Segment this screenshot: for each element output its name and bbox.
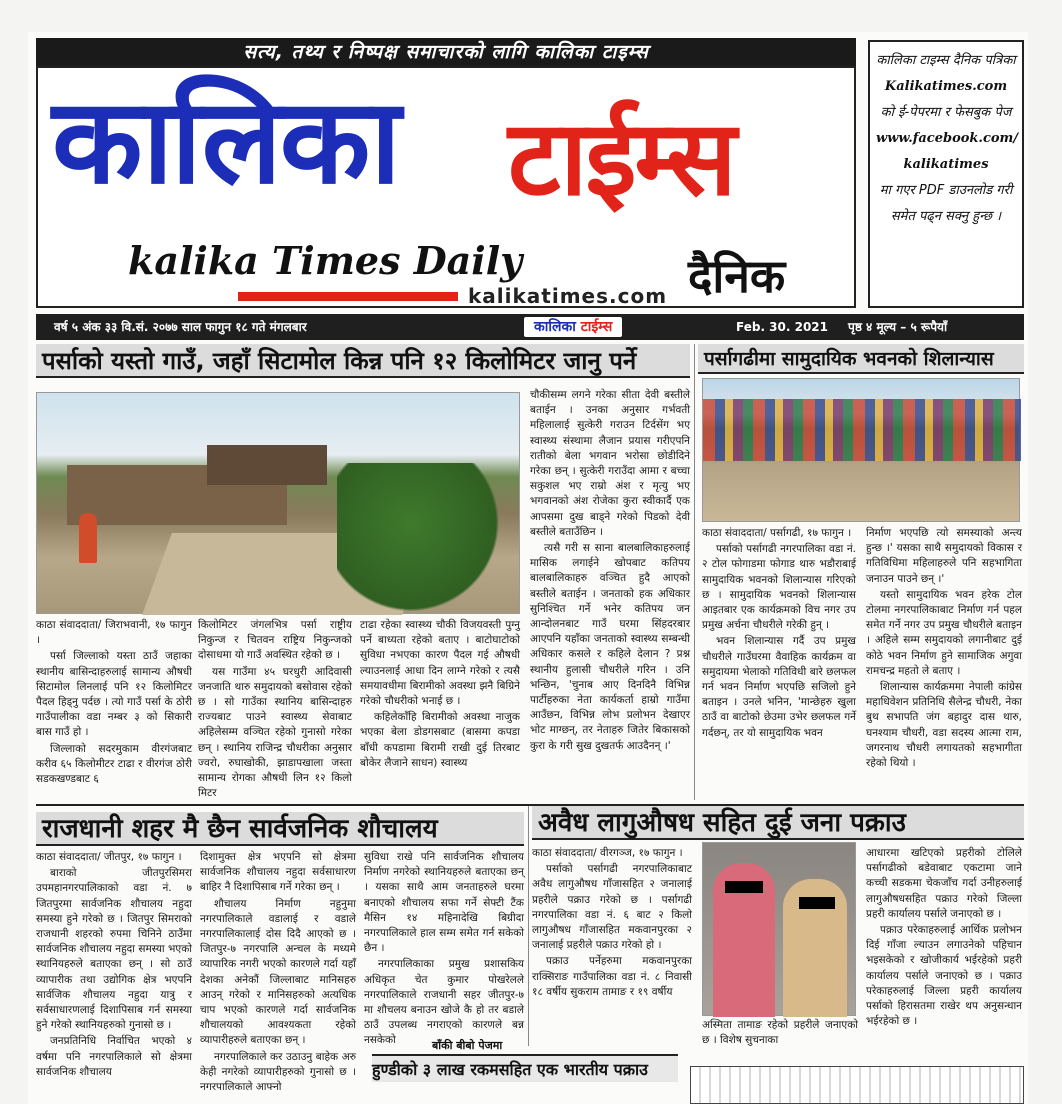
- story2-para: यस्तो सामुदायिक भवन हरेक टोल टोलमा नगरपालिकाबाट निर्माण गर्न पहल समेत गर्ने नगर उप प्रमुख चौधरीले बताइन । अहिले सम्म समुदायको लगानीबाट दुई कोठे भवन निर्माण हुने सामाजिक अगुवा रामचन्द्र महतो ले बताए ।: [866, 588, 1022, 677]
- story4-column2: [866, 846, 1022, 1050]
- masthead-tagline: सत्य, तथ्य र निष्पक्ष समाचारको लागि कालिका टाइम्स: [36, 38, 856, 66]
- brand-red-rule: [238, 292, 458, 301]
- story1-para: टाढा रहेका स्वास्थ्य चौकी विजयवस्ती पुग्नु पर्ने बाध्यता रहेको बताए । बाटोघाटोको सुविधा नभएका कारण पैदल गई औषधी ल्याउनलाई आधा दिन लाग्ने गरेको र त्यसै समयावधीमा बिरामीको अवस्था झनै बिग्रिने गरेको चौधरीको भनाई छ ।: [360, 619, 520, 708]
- brand-name-right: टाईम्स: [508, 97, 735, 219]
- story2-column1: [702, 526, 856, 800]
- story4-photo: [702, 842, 856, 1016]
- story4-column1: [532, 846, 692, 1046]
- photo-person: [79, 513, 97, 563]
- story4-para: पक्राउ परेकाहरुलाई आर्थिक प्रलोभन दिई गाँजा ल्याउन लगाउनेको पहिचान भइसकेको र खोजीकार्य भईरहेको प्रहरी कार्यालय पर्साले जनाएको छ । पक्राउ परेकाहरुलाई जिल्ला प्रहरी कार्यालय पर्साको हिरासतमा राखेर थप अनुसन्धान भईरहेको छ ।: [866, 924, 1022, 1028]
- story4-para: पर्साको पर्सागढी नगरपालिकाबाट अवैध लागुऔषध गाँजासहित २ जनालाई प्रहरीले पक्राउ गरेको छ । पर्सागढी नगरपालिका वडा नं. ६ बाट २ किलो लागुऔषध गाँजासहित मकवानपुरका २ जनालाई प्रहरीले पक्राउ गरेको हो ।: [532, 863, 692, 952]
- epaper-info-line1: कालिका टाइम्स दैनिक पत्रिका: [876, 53, 1016, 68]
- story3-column2: [200, 850, 356, 1104]
- column-divider: [528, 806, 529, 1046]
- story2-para: शिलान्यास कार्यक्रममा नेपाली कांग्रेस महाधिवेशन प्रतिनिधि सैलेन्द्र चौधरी, नेका बुथ सभापति जंग बहादुर दास थारु, घनश्याम चौधरी, वडा सदस्य आत्मा राम, जगरनाथ चौधरी लगायतको सहभागीता रहेको थियो ।: [866, 681, 1022, 770]
- photo-trees: [337, 463, 521, 613]
- story2-dateline: काठा संवाददाता/ पर्सागढी, १७ फागुन ।: [702, 527, 852, 539]
- story3-para: बाराको जीतपुरसिमरा उपमहानगरपालिकाको वडा नं. ७ जितपुरमा सार्वजनिक शौचालय नहुदा समस्या हुने गरेको छ । जितपुर सिमराको राजधानी शहरको रुपमा चिनिने ठाउँमा सार्वजनिक शौचालय नहुदा समस्या भएको स्थानियहरुले बताएका छन् । सो ठाउँ व्यापारीक तथा उद्योगिक क्षेत्र भएपनि सार्वजिक शौचालय नहुदा यात्रु र सर्वसाधारणलाई दिशापिसाब गर्न समस्या हुने गरेको स्थानियहरुको गुनासो छ ।: [36, 867, 192, 1032]
- story3-continued-label: बाँकी बीबो पेजमा: [432, 1039, 503, 1052]
- story1-column2: [198, 618, 352, 800]
- story2-para: भवन शिलान्यास गर्दै उप प्रमुख चौधरीले गाउँघरमा वैवाहिक कार्यक्रम वा समुदायमा भेलाको गतिविधी बारे छलफल गर्न भवन निर्माण भएपछि सजिलो हुने बताइन । उनले भनिन, 'मान्छेहरु खुला ठाउँ वा बाटोको छेउमा उभेर छलफल गर्ने गर्दछन्, तर यो सामुदायिक भवन: [702, 635, 856, 739]
- story1-dateline: काठा संवाददाता/ जिराभवानी, १७ फागुन ।: [36, 619, 192, 647]
- story1-column3: [360, 618, 520, 800]
- brand-daily-label: दैनिक: [688, 249, 786, 303]
- story3-headline: राजधानी शहर मै छैन सार्वजनिक शौचालय: [36, 812, 524, 846]
- issue-date: Feb. 30. 2021: [736, 320, 829, 334]
- brand-english-name: kalika Times Daily: [128, 238, 523, 283]
- story1-para: त्यसै गरी स साना बालबालिकाहरुलाई मासिक लगाईने खोपबाट कतिपय बालबालिकाहरु वञ्चित हुदै आएको बस्तीले बताईन । जनताको हक अधिकार सुनिश्चित गर्ने भनेर कतिपय जन आन्दोलनबाट गाउँ घरमा सिंहदरबार आएपनि यहाँका जनताको स्वास्थ्य सम्बन्धी अधिकार कसले र कहिले देलान ? प्रश्न स्थानीय हुलासी चौधरीले गरिन । उनि भन्छिन, 'चुनाब आए दिनदिनै विभिन्न पार्टीहरुका नेता कार्यकर्ता हाम्रो गाउँमा आउँछन, विभिन्न लोभ प्रलोभन देखाएर भोट माग्छन्, तर नेताहरु जितेर बिकासको कुरा के गरी सुख दुखतर्फ आउदैनन् ।': [530, 542, 690, 752]
- story4-photo-caption: [702, 1018, 858, 1050]
- story1-para: किलोमिटर जंगलभित्र पर्सा राष्ट्रीय निकुन्ज र चितवन राष्ट्रिय निकुन्जको दोसाधमा यो गाउँ अवस्थित रहेको छ ।: [198, 619, 352, 662]
- story4-caption-text: अस्मिता तामाङ रहेको प्रहरीले जनाएको छ । विशेष सुचनाका: [702, 1019, 858, 1047]
- story1-para: यस गाउँमा ४५ घरधुरी आदिवासी जनजाति थारु समुदायको बसोवास रहेको छ । सो गाउँका स्थानिय बासिन्दाहरु राज्यबाट पाउने स्वास्थ्य सेवाबाट अहिलेसम्म वञ्चित रहेको गुनासो गरेका छन् । स्थानिय राजिन्द्र चौधरीका अनुसार ज्वरो, रुघाखोकी, झाडापखाला जस्ता सामान्य रोगका औषधी लिन १२ किलो मिटर: [198, 665, 352, 800]
- photo-hut-roof: [207, 445, 327, 485]
- infobar-logo-left: कालिका: [534, 319, 576, 335]
- epaper-site: Kalikatimes.com: [884, 79, 1008, 94]
- photo-crowd: [703, 399, 1021, 461]
- story1-para: जिल्लाको सदरमुकाम वीरगंजबाट करीव ६५ किलोमीटर टाढा र वीरगंज ठोरी सडकखण्डबाट ६: [36, 742, 192, 786]
- issue-info-bar: [36, 314, 1024, 340]
- story4-headline: अवैध लागुऔषध सहित दुई जना पक्राउ: [532, 806, 1024, 840]
- story4-dateline: काठा संवाददाता/ वीरगञ्ज, १७ फागुन ।: [532, 847, 683, 859]
- page-and-price: पृष्ठ ४ मूल्य – ५ रूपैयाँ: [848, 320, 948, 334]
- story2-photo: [702, 378, 1020, 522]
- face-blur-bar: [799, 897, 835, 909]
- masthead-brand: [36, 66, 856, 308]
- story2-headline: पर्सागढीमा सामुदायिक भवनको शिलान्यास: [698, 344, 1024, 374]
- story5-headline: हुण्डीको ३ लाख रकमसहित एक भारतीय पक्राउ: [372, 1054, 678, 1082]
- epaper-info-box: [868, 40, 1024, 308]
- story3-para: शौचालय निर्माण नहुनुमा नगरपालिकाले वडालाई र वडाले नगरपालिकालाई दोस दिदै आएको छ । जितपुर-७ नगरपालि अन्चल के मध्यमे व्यापारिक नगरी भएको कारणले गर्दा यहाँ देशका अनेकौं जिल्लाबाट मानिसहरु आउन् गरेको र मानिसहरुको अत्यधिक चाप भएको कारणले गर्दा सार्वजनिक शौचालयको आवश्यकता रहेको व्यापारीहरुले बताएका छन् ।: [200, 897, 356, 1047]
- story3-para: नगरपालिकाले कर उठाउनु बाहेक अरु केही नगरेको व्यापारीहरुको गुनासो छ । नगरपालिकाले आफ्नो: [200, 1050, 356, 1094]
- brand-name-left: कालिका: [52, 72, 399, 210]
- story1-photo: [36, 392, 520, 614]
- story3-dateline: काठा संवाददाता/ जीतपुर, १७ फागुन ।: [36, 851, 182, 863]
- story2-para: निर्माण भएपछि त्यो समस्याको अन्त्य हुन्छ ।' यसका साथै समुदायको विकास र गतिविधिमा महिलाहरुले पनि सहभागिता जनाउन पाउने छन् ।': [866, 527, 1022, 585]
- story4-para: आधारमा खटिएको प्रहरीको टोलिले पर्सागढीको बडेवाबाट एकटामा जाने कच्ची सडकमा चेकजाँच गर्दा उनीहरुलाई लागुऔषधसहित पक्राउ गरेको जिल्ला प्रहरी कार्यालय पर्साले जनाएको छ ।: [866, 847, 1022, 920]
- story1-headline: पर्साको यस्तो गाउँ, जहाँ सिटामोल किन्न पनि १२ किलोमिटर जानु पर्ने: [36, 344, 690, 378]
- story4-para: पक्राउ पर्नेहरुमा मकवानपुरका राक्सिराङ गाउँपालिका वडा नं. ८ निवासी १८ वर्षीय सुकराम तामाङ र १९ वर्षीय: [532, 955, 692, 998]
- decorative-border: [690, 1066, 1024, 1104]
- story3-para: जनप्रतिनिधि निर्वाचित भएको ४ वर्षमा पनि नगरपालिकाले सो क्षेत्रमा सार्वजनिक शौचालय: [36, 1035, 192, 1078]
- story1-column1: [36, 618, 192, 800]
- infobar-logo: [524, 317, 622, 337]
- story3-para: दिशामुक्त क्षेत्र भएपनि सो क्षेत्रमा सार्वजनिक शौचालय नहुदा सर्वसाधारण बाहिर नै दिशापिसाब गर्ने गरेका छन् ।: [200, 851, 356, 894]
- story1-para: चौकीसम्म लगने गरेका सीता देवी बस्तीले बताईन । उनका अनुसार गर्भवती महिलालाई सुत्केरी गराउन टिर्दसेंग भए स्वास्थ्य संस्थामा लैजान प्रयास गरीएपनि रातीको बेला भगवान भरोसा छोडीदिने गरेका छन् । सुत्केरी गराउँदा आमा र बच्चा सकुशल भए राम्रो अंश र मृत्यु भए भगवानको अंश रोजेका कुरा स्वीकार्दै एक आपसमा दुख बाड्ने गरेको पिडको देवी बस्तीले बताउँछिन ।: [530, 389, 690, 538]
- story3-para: सुविधा राखे पनि सार्वजनिक शौचालय निर्माण नगरेको स्थानियहरुले बताएका छन् । यसका साथै आम जनताहरुले घरमा बनाएको शौचालय सफा गर्ने सेफ्टी टैंक मैसिन १४ महिनादेखि बिग्रीदा नगरपालिकाले हाल सम्म समेत गर्न सकेको छैन ।: [364, 851, 524, 955]
- infobar-logo-right: टाईम्स: [580, 319, 613, 335]
- issue-number: वर्ष ५ अंक ३३ वि.सं. २०७७ साल फागुन १८ गते मंगलबार: [54, 320, 307, 334]
- face-blur-bar: [725, 881, 763, 893]
- story3-para: नगरपालिकाका प्रमुख प्रशासकिय अधिकृत चेत कुमार पोखरेलले नगरपालिकाले राजधानी सहर जीतपुर-७ मा शौचलय बनाउन खोजे कै हो तर बडाले ठाउँ उपलब्ध नगराएको कारणले बन्न नसकेको: [364, 958, 524, 1047]
- story2-para: पर्साको पर्सागढी नगरपालिका वडा नं. २ टोल फोगाडमा फोगाड थारु भडौराबाई सामुदायिक भवनको शिलान्यास गरिएको छ । सामुदायिक भवनको शिलान्यास आइतबार एक कार्यक्रमको विच नगर उप प्रमुख अर्चना चौधरीले गरेकी हुन् ।: [702, 543, 856, 632]
- epaper-info-line2: को ई-पेपरमा र फेसबुक पेज: [880, 105, 1012, 120]
- story1-para: कहिलेकाँहि बिरामीको अवस्था नाजुक भएका बेला डोडगसबाट (बासमा कपडा बाँधी कपडामा बिरामी राखी दुई तिरबाट बोकेर लैजाने साधन) स्वास्थ्य: [360, 711, 520, 769]
- story1-para: पर्सा जिल्लाको यस्ता ठाउँ जहाका स्थानीय बासिन्दाहरुलाई सामान्य औषधी सिटामोल लिनलाई पनि १२ किलोमिटर पैदल हिड्नु पर्दछ । त्यो गाउँ पर्सा के ठोरी गाउँपालीका वडा नम्बर ३ को सिकारी बास गाउँ हो ।: [36, 650, 192, 739]
- story1-column4: [530, 388, 690, 800]
- brand-url: kalikatimes.com: [468, 284, 668, 308]
- epaper-facebook: www.facebook.com/ kalikatimes: [876, 131, 1019, 172]
- story2-column2: [866, 526, 1022, 800]
- column-divider: [694, 344, 695, 800]
- story3-column1: [36, 850, 192, 1104]
- epaper-info-line3: मा गएर PDF डाउनलोड गरी समेत पढ्न सक्नु हुन्छ ।: [879, 183, 1013, 224]
